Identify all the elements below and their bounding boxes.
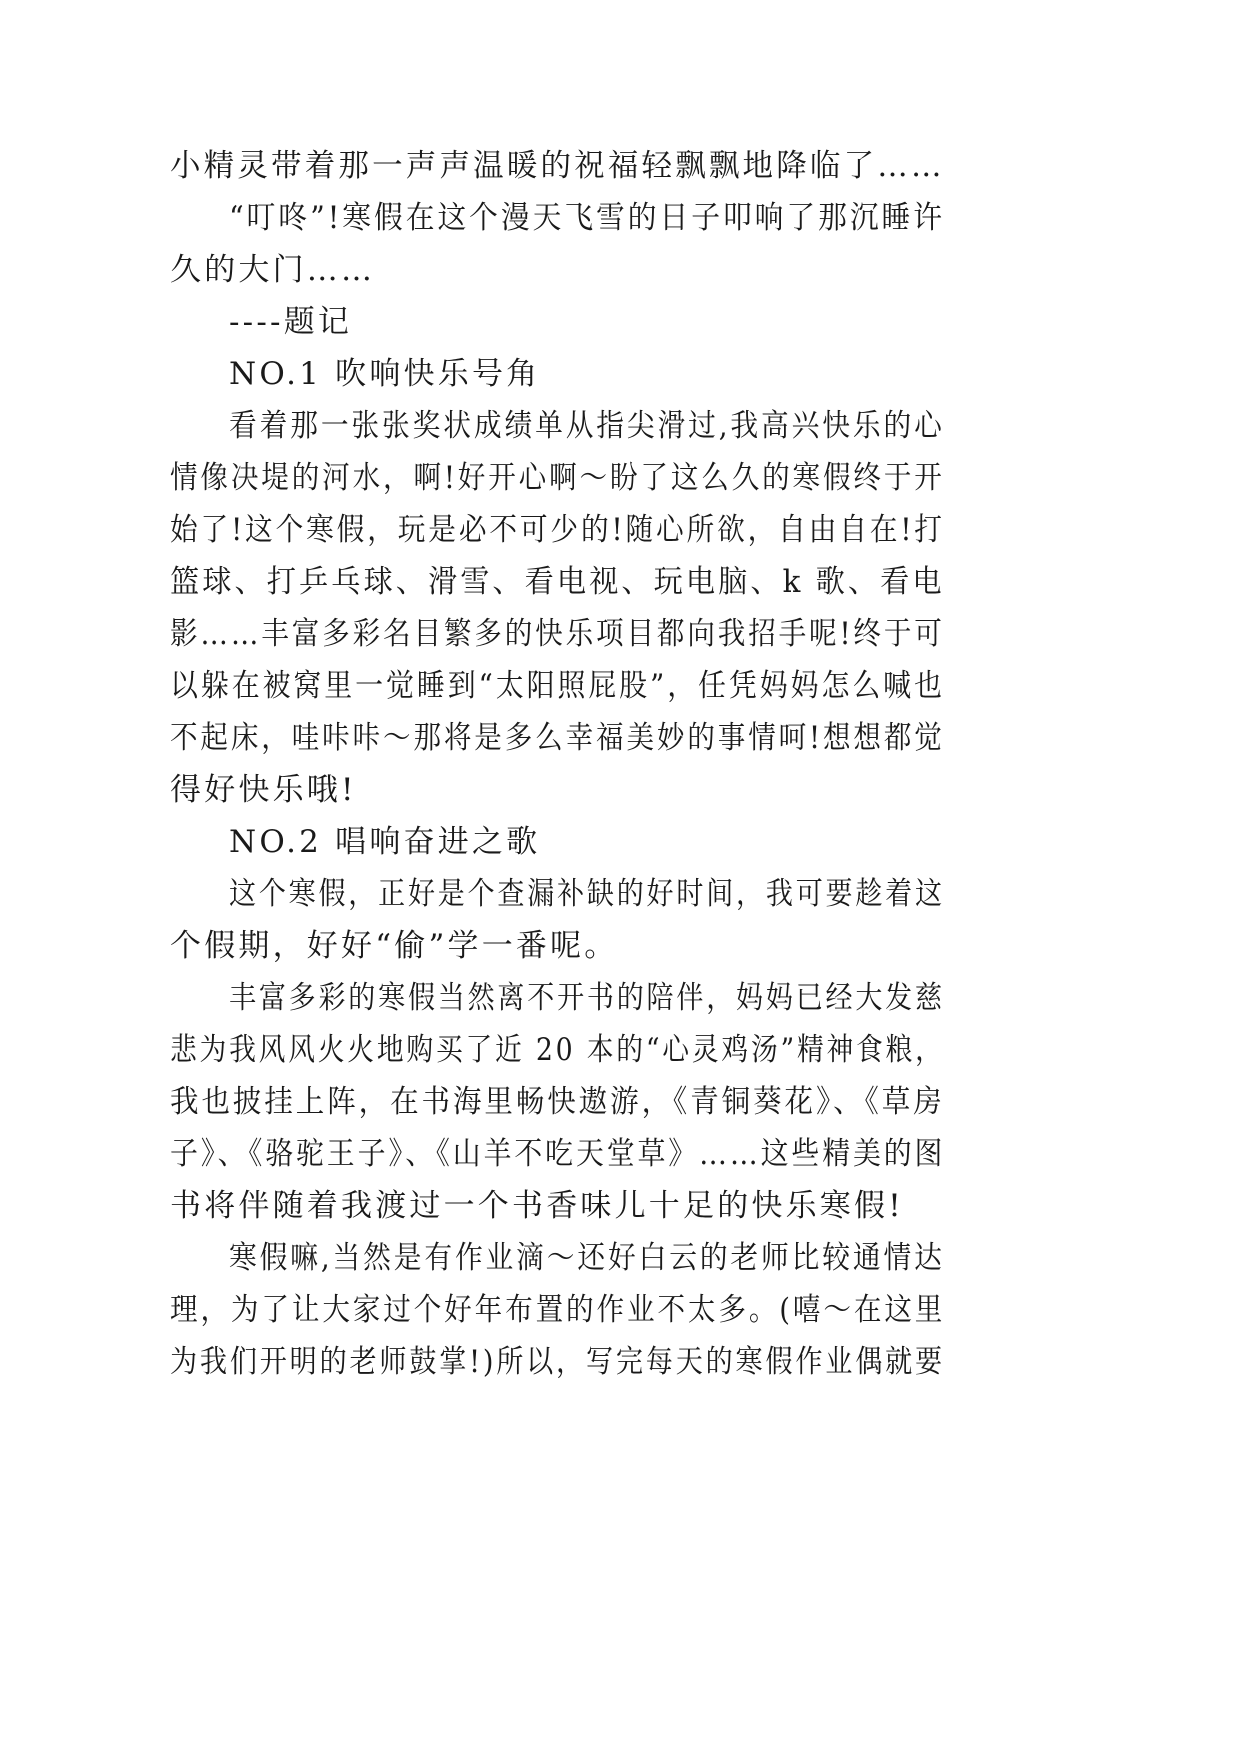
text-line-1: 小精灵带着那一声声温暖的祝福轻飘飘地降临了……: [170, 148, 945, 184]
text-line-21: 书将伴随着我渡过一个书香味儿十足的快乐寒假!: [170, 1188, 904, 1224]
text-line-7: 情像决堤的河水，啊!好开心啊～盼了这么久的寒假终于开: [170, 460, 945, 496]
text-line-13: 得好快乐哦!: [170, 772, 357, 808]
text-line-18: 悲为我风风火火地购买了近 20 本的“心灵鸡汤”精神食粮，: [170, 1032, 945, 1068]
text-line-22: 寒假嘛,当然是有作业滴～还好白云的老师比较通情达: [229, 1240, 945, 1276]
section-heading-2: NO.2 唱响奋进之歌: [229, 824, 541, 860]
text-line-3: 久的大门……: [170, 252, 376, 288]
text-line-9: 篮球、打乒乓球、滑雪、看电视、玩电脑、k 歌、看电: [170, 564, 945, 600]
text-line-17: 丰富多彩的寒假当然离不开书的陪伴，妈妈已经大发慈: [229, 980, 945, 1016]
text-line-19: 我也披挂上阵，在书海里畅快遨游，《青铜葵花》、《草房: [170, 1084, 945, 1120]
text-line-12: 不起床，哇咔咔～那将是多么幸福美妙的事情呵!想想都觉: [170, 720, 945, 756]
text-line-8: 始了!这个寒假，玩是必不可少的!随心所欲，自由自在!打: [170, 512, 945, 548]
text-line-2: “叮咚”!寒假在这个漫天飞雪的日子叩响了那沉睡许: [229, 200, 945, 236]
text-line-20: 子》、《骆驼王子》、《山羊不吃天堂草》……这些精美的图: [170, 1136, 946, 1172]
text-line-6: 看着那一张张奖状成绩单从指尖滑过,我高兴快乐的心: [229, 408, 945, 444]
signature-line: ----题记: [229, 304, 353, 340]
text-line-24: 为我们开明的老师鼓掌!)所以，写完每天的寒假作业偶就要: [170, 1344, 945, 1380]
text-line-16: 个假期，好好“偷”学一番呢。: [170, 928, 619, 964]
text-line-23: 理，为了让大家过个好年布置的作业不太多。(嘻～在这里: [170, 1292, 946, 1328]
text-line-11: 以躲在被窝里一觉睡到“太阳照屁股”，任凭妈妈怎么喊也: [170, 668, 945, 704]
text-line-15: 这个寒假，正好是个查漏补缺的好时间，我可要趁着这: [229, 876, 945, 912]
text-line-10: 影……丰富多彩名目繁多的快乐项目都向我招手呢!终于可: [170, 616, 945, 652]
section-heading-1: NO.1 吹响快乐号角: [229, 356, 541, 392]
